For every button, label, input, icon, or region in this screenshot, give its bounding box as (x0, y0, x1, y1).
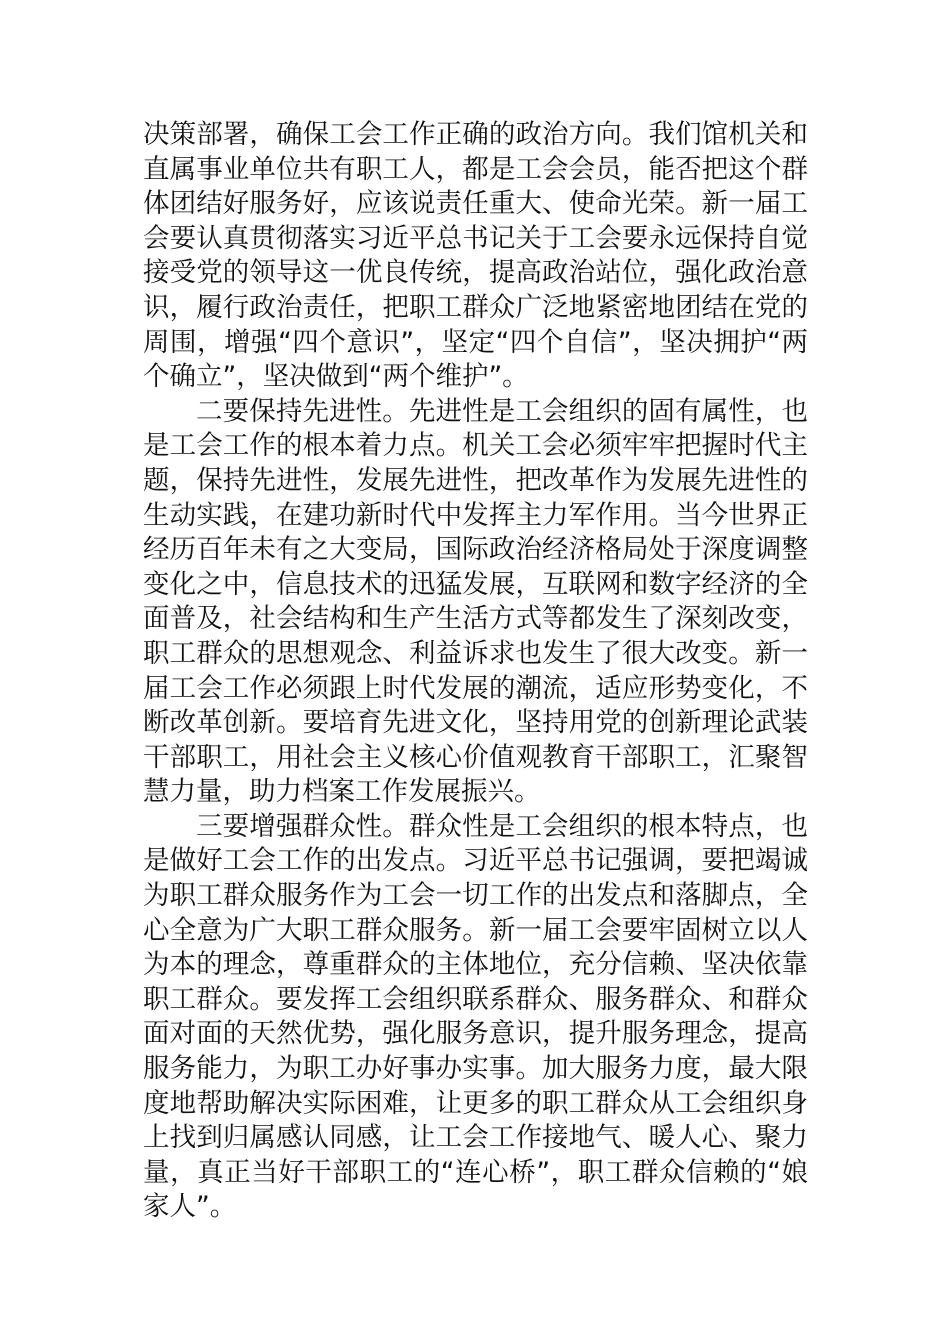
paragraph-political-direction: 决策部署，确保工会工作正确的政治方向。我们馆机关和直属事业单位共有职工人，都是工会会员，能否把这个群体团结好服务好，应该说责任重大、使命光荣。新一届工会要认真贯彻落实习近平总书记关于工会要永远保持自觉接受党的领导这一优良传统，提高政治站位，强化政治意识，履行政治责任，把职工群众广泛地紧密地团结在党的周围，增强“四个意识”，坚定“四个自信”，坚决拥护“两个确立”，坚决做到“两个维护”。 (143, 119, 808, 393)
paragraph-mass-nature: 三要增强群众性。群众性是工会组织的根本特点，也是做好工会工作的出发点。习近平总书记强调，要把竭诚为职工群众服务作为工会一切工作的出发点和落脚点，全心全意为广大职工群众服务。新一届工会要牢固树立以人为本的理念，尊重群众的主体地位，充分信赖、坚决依靠职工群众。要发挥工会组织联系群众、服务群众、和群众面对面的天然优势，强化服务意识，提升服务理念，提高服务能力，为职工办好事办实事。加大服务力度，最大限度地帮助解决实际困难，让更多的职工群众从工会组织身上找到归属感认同感，让工会工作接地气、暖人心、聚力量，真正当好干部职工的“连心桥”，职工群众信赖的“娘家人”。 (143, 810, 808, 1223)
document-body (143, 118, 808, 1225)
paragraph-advanced-nature: 二要保持先进性。先进性是工会组织的固有属性，也是工会工作的根本着力点。机关工会必须牢牢把握时代主题，保持先进性，发展先进性，把改革作为发展先进性的生动实践，在建功新时代中发挥主力军作用。当今世界正经历百年未有之大变局，国际政治经济格局处于深度调整变化之中，信息技术的迅猛发展，互联网和数字经济的全面普及，社会结构和生产生活方式等都发生了深刻改变，职工群众的思想观念、利益诉求也发生了很大改变。新一届工会工作必须跟上时代发展的潮流，适应形势变化，不断改革创新。要培育先进文化，坚持用党的创新理论武装干部职工，用社会主义核心价值观教育干部职工，汇聚智慧力量，助力档案工作发展振兴。 (143, 395, 808, 808)
